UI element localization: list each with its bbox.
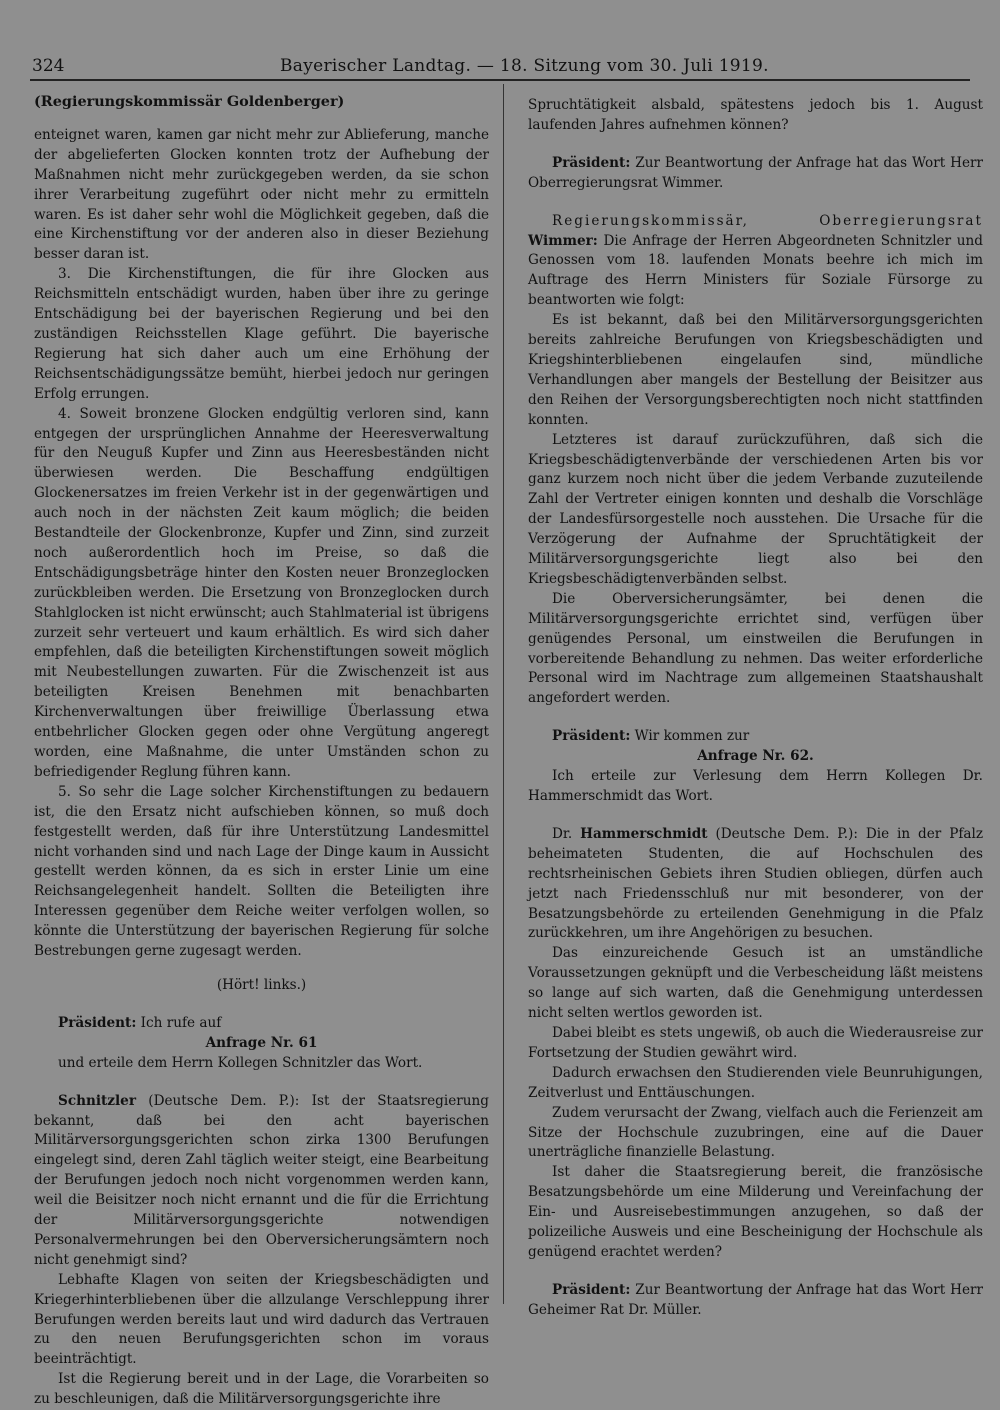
paragraph: Dabei bleibt es stets ungewiß, ob auch die Wiederausreise zur Fortsetzung der Studien gewährt wird. — [528, 1024, 983, 1061]
header-rule — [30, 79, 970, 81]
speech — [528, 825, 983, 944]
speaker-name: Präsident: — [552, 154, 631, 171]
paragraph: und erteile dem Herrn Kollegen Schnitzler das Wort. — [58, 1054, 423, 1071]
anfrage-title: Anfrage Nr. 62. — [697, 748, 814, 765]
speaker-name: Präsident: — [58, 1014, 137, 1031]
paragraph: Das einzureichende Gesuch ist an umständliche Voraussetzungen geknüpft und die Verbescheidung läßt meistens so lange auf sich warten, daß die Genehmigung unterdessen nicht selten wertlos geworden ist. — [528, 945, 983, 1022]
paragraph: Lebhafte Klagen von seiten der Kriegsbeschädigten und Kriegerhinterbliebenen über die allzulange Verschleppung ihrer Berufungen werden bereits laut und wird dadurch das Vertrauen zu den neuen Berufungsgerichten schon im voraus beeinträchtigt. — [34, 1271, 489, 1368]
paragraph: Die Oberversicherungsämter, bei denen die Militärversorgungsgerichte errichtet sind, verfügen über genügendes Personal, um einstweilen die Berufungen in vorbereitende Behandlung zu nehmen. Das weiter erforderliche Personal wird im Nachtrage zum allgemeinen Staatshaushalt angefordert werden. — [528, 590, 983, 707]
speaker-name: Schnitzler — [58, 1092, 136, 1109]
paragraph: Ist daher die Staatsregierung bereit, die französische Besatzungsbehörde um eine Milderung und Vereinfachung der Ein- und Ausreisebestimmungen anzugehen, so daß der polizeiliche Ausweis und eine Bescheinigung der Hochschule als genügend erachtet werden? — [528, 1164, 983, 1260]
interjection: (Hört! links.) — [216, 976, 307, 993]
president-line — [528, 727, 983, 747]
paragraph: Zudem verursacht der Zwang, vielfach auch die Ferienzeit am Sitze der Hochschule zuzubringen, eine auf die Dauer unerträgliche finanzielle Belastung. — [528, 1104, 983, 1161]
president-line — [528, 1281, 983, 1321]
speaker-name: Wimmer: — [528, 232, 598, 249]
president-line — [528, 154, 983, 194]
speech-text: Zur Beantwortung der Anfrage hat das Wort Herr Geheimer Rat Dr. Müller. — [528, 1281, 983, 1318]
column-divider — [503, 84, 504, 1304]
paragraph: Dadurch erwachsen den Studierenden viele Beunruhigungen, Zeitverlust und Enttäuschungen. — [528, 1064, 983, 1101]
paragraph: enteignet waren, kamen gar nicht mehr zur Ablieferung, manche der abgelieferten Glocken konnten trotz der Aufhebung der Maßnahmen nicht mehr zurückgegeben werden, da sie schon ihrer Verarbeitung zugeführt oder nicht mehr zu ermitteln waren. Es ist daher sehr wohl die Möglichkeit gegeben, daß die eine Kirchenstiftung vor der anderen also in dieser Beziehung besser daran ist. — [34, 126, 489, 263]
speaker-role: Regierungskommissär, Oberregierungsrat — [552, 212, 983, 229]
speech-text: Wir kommen zur — [634, 728, 750, 745]
paragraph: Ist die Regierung bereit und in der Lage, die Vorarbeiten so zu beschleunigen, daß die Militärversorgungsgerichte ihre — [34, 1371, 489, 1408]
speaker-name: Präsident: — [552, 1281, 631, 1298]
running-title: Bayerischer Landtag. — 18. Sitzung vom 30. Juli 1919. — [280, 56, 769, 76]
speaker-name: Präsident: — [552, 728, 631, 745]
paragraph: 3. Die Kirchenstiftungen, die für ihre Glocken aus Reichsmitteln entschädigt wurden, haben über ihre zu geringe Entschädigung bei der bayerischen Regierung und bei den zuständigen Reichsstellen Klage geführt. Die bayerische Regierung hat sich daher auch um eine Erhöhung der Reichsentschädigungssätze bemüht, hierbei jedoch nur geringen Erfolg errungen. — [34, 266, 489, 402]
speech-text: Zur Beantwortung der Anfrage hat das Wort Herr Oberregierungsrat Wimmer. — [528, 154, 983, 191]
paragraph: 4. Soweit bronzene Glocken endgültig verloren sind, kann entgegen der ursprünglichen Annahme der Heeresverwaltung für den Neuguß Kupfer und Zinn aus Heeresbeständen nicht überwiesen werden. Die Beschaffung endgültigen Glockenersatzes im freien Verkehr ist in der gegenwärtigen und auch noch in der nächsten Zeit kaum möglich; die beiden Bestandteile der Glockenbronze, Kupfer und Zinn, sind zurzeit noch außerordentlich hoch im Preise, so daß die Entschädigungsbeträge hinter den Kosten neuer Bronzeglocken zurückbleiben werden. Die Ersetzung von Bronzeglocken durch Stahlglocken ist nicht erwünscht; auch Stahlmaterial ist übrigens zurzeit sehr verteuert und kaum erhältlich. Es wird sich daher empfehlen, daß die beteiligten Kirchenstiftungen soweit möglich mit Neubestellungen zuwarten. Für die Zwischenzeit ist aus beteiligten Kreisen Benehmen mit benachbarten Kirchenverwaltungen über freiwillige Überlassung etwa entbehrlicher Glocken gegen oder ohne Vergütung angeregt worden, eine Maßnahme, die unter Umständen schon zu befriedigender Reglung führen kann. — [34, 405, 489, 780]
page-number: 324 — [32, 56, 65, 76]
right-column — [528, 96, 983, 1321]
speech-text: Die Anfrage der Herren Abgeordneten Schnitzler und Genossen vom 18. laufenden Monats beehre ich mich im Auftrage des Herrn Ministers für Soziale Fürsorge zu beantworten wie folgt: — [528, 232, 983, 309]
speech-text: (Deutsche Dem. P.): Ist der Staatsregierung bekannt, daß bei den acht bayerischen Militärversorgungsgerichten schon zirka 1300 Berufungen eingelegt sind, deren Zahl täglich weiter steigt, eine Bearbeitung der Berufungen jedoch noch nicht vorgenommen werden kann, weil die Beisitzer noch nicht ernannt und die für die Errichtung der Militärversorgungsgerichte notwendigen Personalvermehrungen bei den Oberversicherungsämtern noch nicht genehmigt sind? — [34, 1092, 489, 1268]
speech-text: Ich rufe auf — [140, 1014, 222, 1031]
page-header — [30, 52, 970, 80]
paragraph: Letzteres ist darauf zurückzuführen, daß sich die Kriegsbeschädigtenverbände der verschiedenen Arten bis vor ganz kurzem noch nicht über die jedem Verbande zuzuteilende Zahl der Vertreter einigen konnten und deshalb die Vorschläge der Landesfürsorgestelle noch ausstehen. Die Ursache für die Verzögerung der Aufnahme der Spruchtätigkeit der Militärversorgungsgerichte liegt also bei den Kriegsbeschädigtenverbänden selbst. — [528, 431, 983, 587]
left-column — [34, 92, 489, 1410]
paragraph: Spruchtätigkeit alsbald, spätestens jedoch bis 1. August laufenden Jahres aufnehmen können? — [528, 97, 983, 133]
president-line — [34, 1014, 489, 1034]
speaker-name: Hammerschmidt — [580, 825, 708, 842]
speaker-title: Dr. — [552, 825, 573, 842]
speech — [34, 1092, 489, 1271]
speech — [528, 212, 983, 312]
paragraph: Es ist bekannt, daß bei den Militärversorgungsgerichten bereits zahlreiche Berufungen von Kriegsbeschädigten und Kriegshinterbliebenen eingelaufen sind, mündliche Verhandlungen aber mangels der Bestellung der Beisitzer aus den Reihen der Versorgungsberechtigten noch nicht stattfinden konnten. — [528, 312, 983, 428]
paragraph: 5. So sehr die Lage solcher Kirchenstiftungen zu bedauern ist, die den Ersatz nicht aufschieben können, so muß doch festgestellt werden, daß für ihre Unterstützung Landesmittel nicht vorhanden sind und nach Lage der Dinge kaum in Aussicht gestellt werden können, da es sich in erster Linie um eine Reichsangelegenheit handelt. Sollten die Beteiligten ihre Interessen gegenüber dem Reiche weiter verfolgen wollen, so könnte die Unterstützung der bayerischen Regierung für solche Bestrebungen gerne zugesagt werden. — [34, 783, 489, 960]
paragraph: Ich erteile zur Verlesung dem Herrn Kollegen Dr. Hammerschmidt das Wort. — [528, 768, 983, 804]
speaker-heading: (Regierungskommissär Goldenberger) — [34, 93, 345, 110]
speech-text: (Deutsche Dem. P.): Die in der Pfalz beheimateten Studenten, die auf Hochschulen des rechtsrheinischen Gebiets ihren Studien obliegen, dürfen auch jetzt nach Friedensschluß nur mit besonderer, von der Besatzungsbehörde zu erteilenden Genehmigung in die Pfalz zurückkehren, um ihre Angehörigen zu besuchen. — [528, 825, 983, 942]
anfrage-title: Anfrage Nr. 61 — [205, 1034, 318, 1051]
